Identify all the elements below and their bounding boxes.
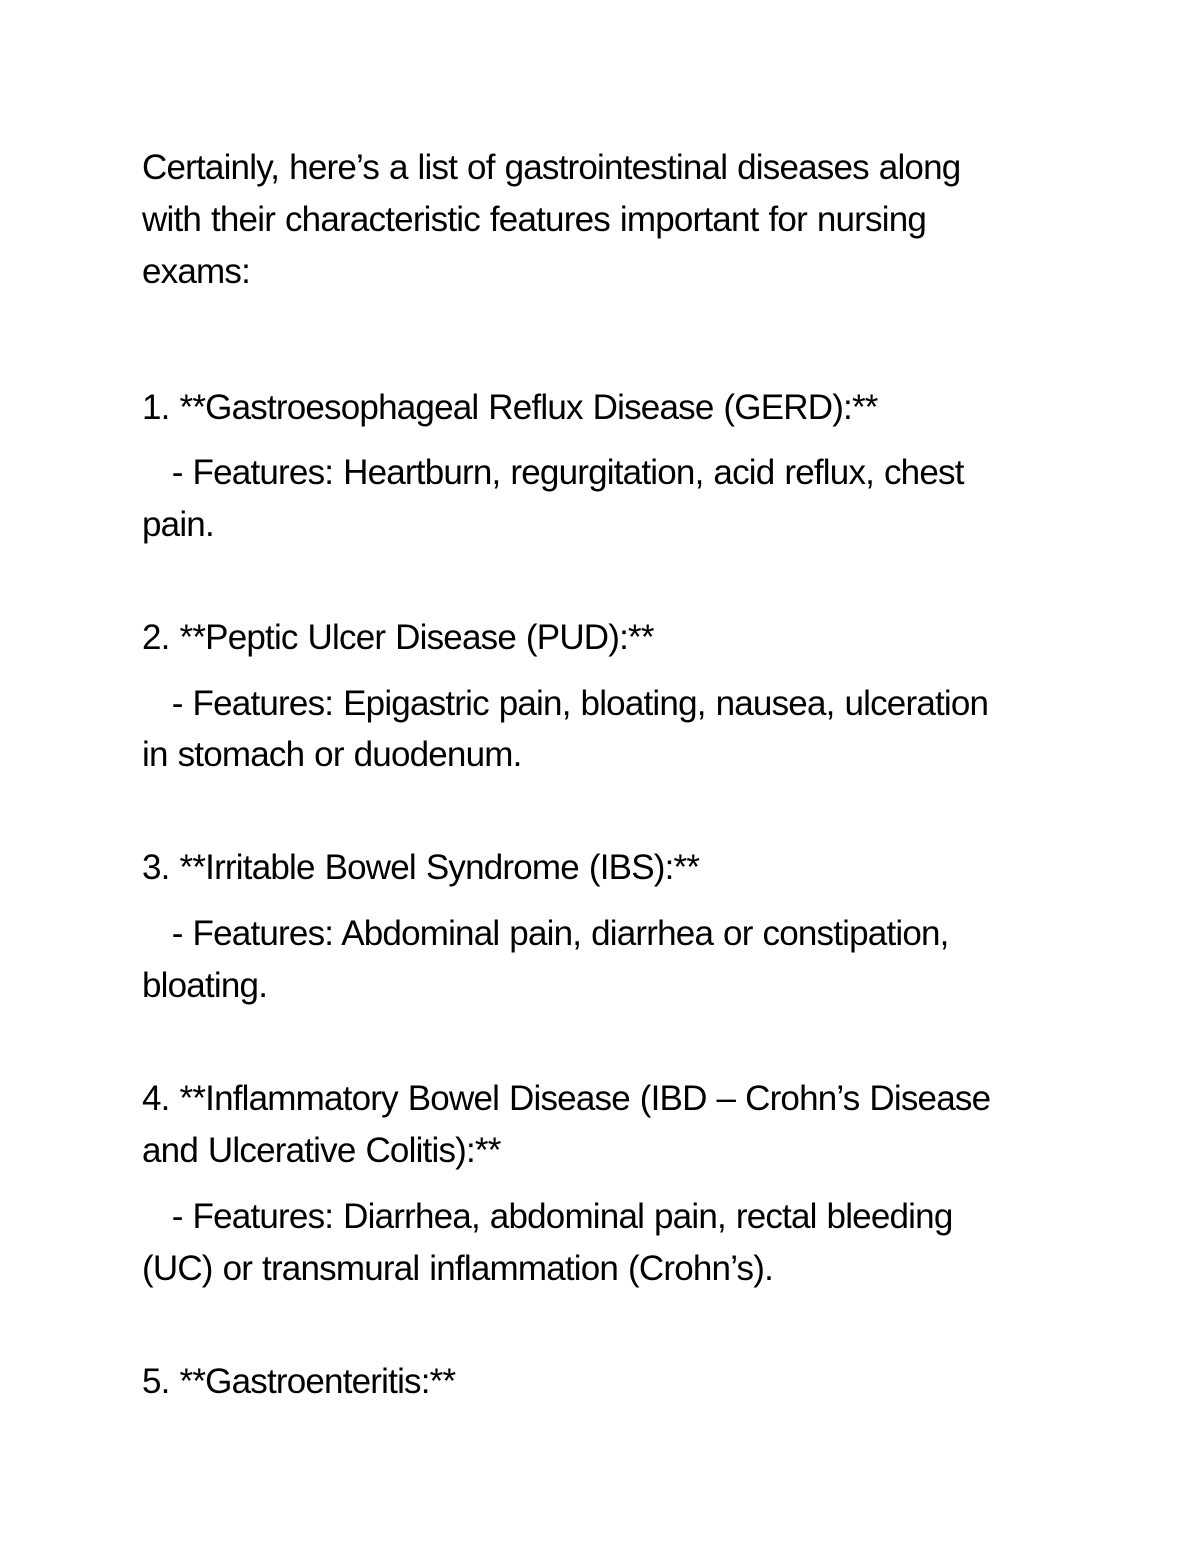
- item-4-features: (UC) or transmural inflammation (Crohn’s).: [142, 1249, 774, 1288]
- item-5-heading: 5. **Gastroenteritis:**: [142, 1362, 456, 1401]
- item-3-features: bloating.: [142, 966, 268, 1005]
- item-4-heading: and Ulcerative Colitis):**: [142, 1131, 501, 1170]
- intro-line: with their characteristic features important for nursing: [142, 200, 927, 239]
- item-4-features: - Features: Diarrhea, abdominal pain, rectal bleeding: [142, 1197, 953, 1236]
- item-2-features: in stomach or duodenum.: [142, 735, 522, 774]
- item-2-features: - Features: Epigastric pain, bloating, nausea, ulceration: [142, 684, 989, 723]
- item-3-features: - Features: Abdominal pain, diarrhea or constipation,: [142, 914, 949, 953]
- item-3-heading: 3. **Irritable Bowel Syndrome (IBS):**: [142, 848, 700, 887]
- intro-line: exams:: [142, 252, 251, 291]
- item-2-heading: 2. **Peptic Ulcer Disease (PUD):**: [142, 618, 654, 657]
- intro-line: Certainly, here’s a list of gastrointestinal diseases along: [142, 148, 961, 187]
- item-1-features: pain.: [142, 505, 214, 544]
- item-1-features: - Features: Heartburn, regurgitation, acid reflux, chest: [142, 453, 964, 492]
- item-1-heading: 1. **Gastroesophageal Reflux Disease (GERD):**: [142, 388, 878, 427]
- item-4-heading: 4. **Inflammatory Bowel Disease (IBD – Crohn’s Disease: [142, 1079, 991, 1118]
